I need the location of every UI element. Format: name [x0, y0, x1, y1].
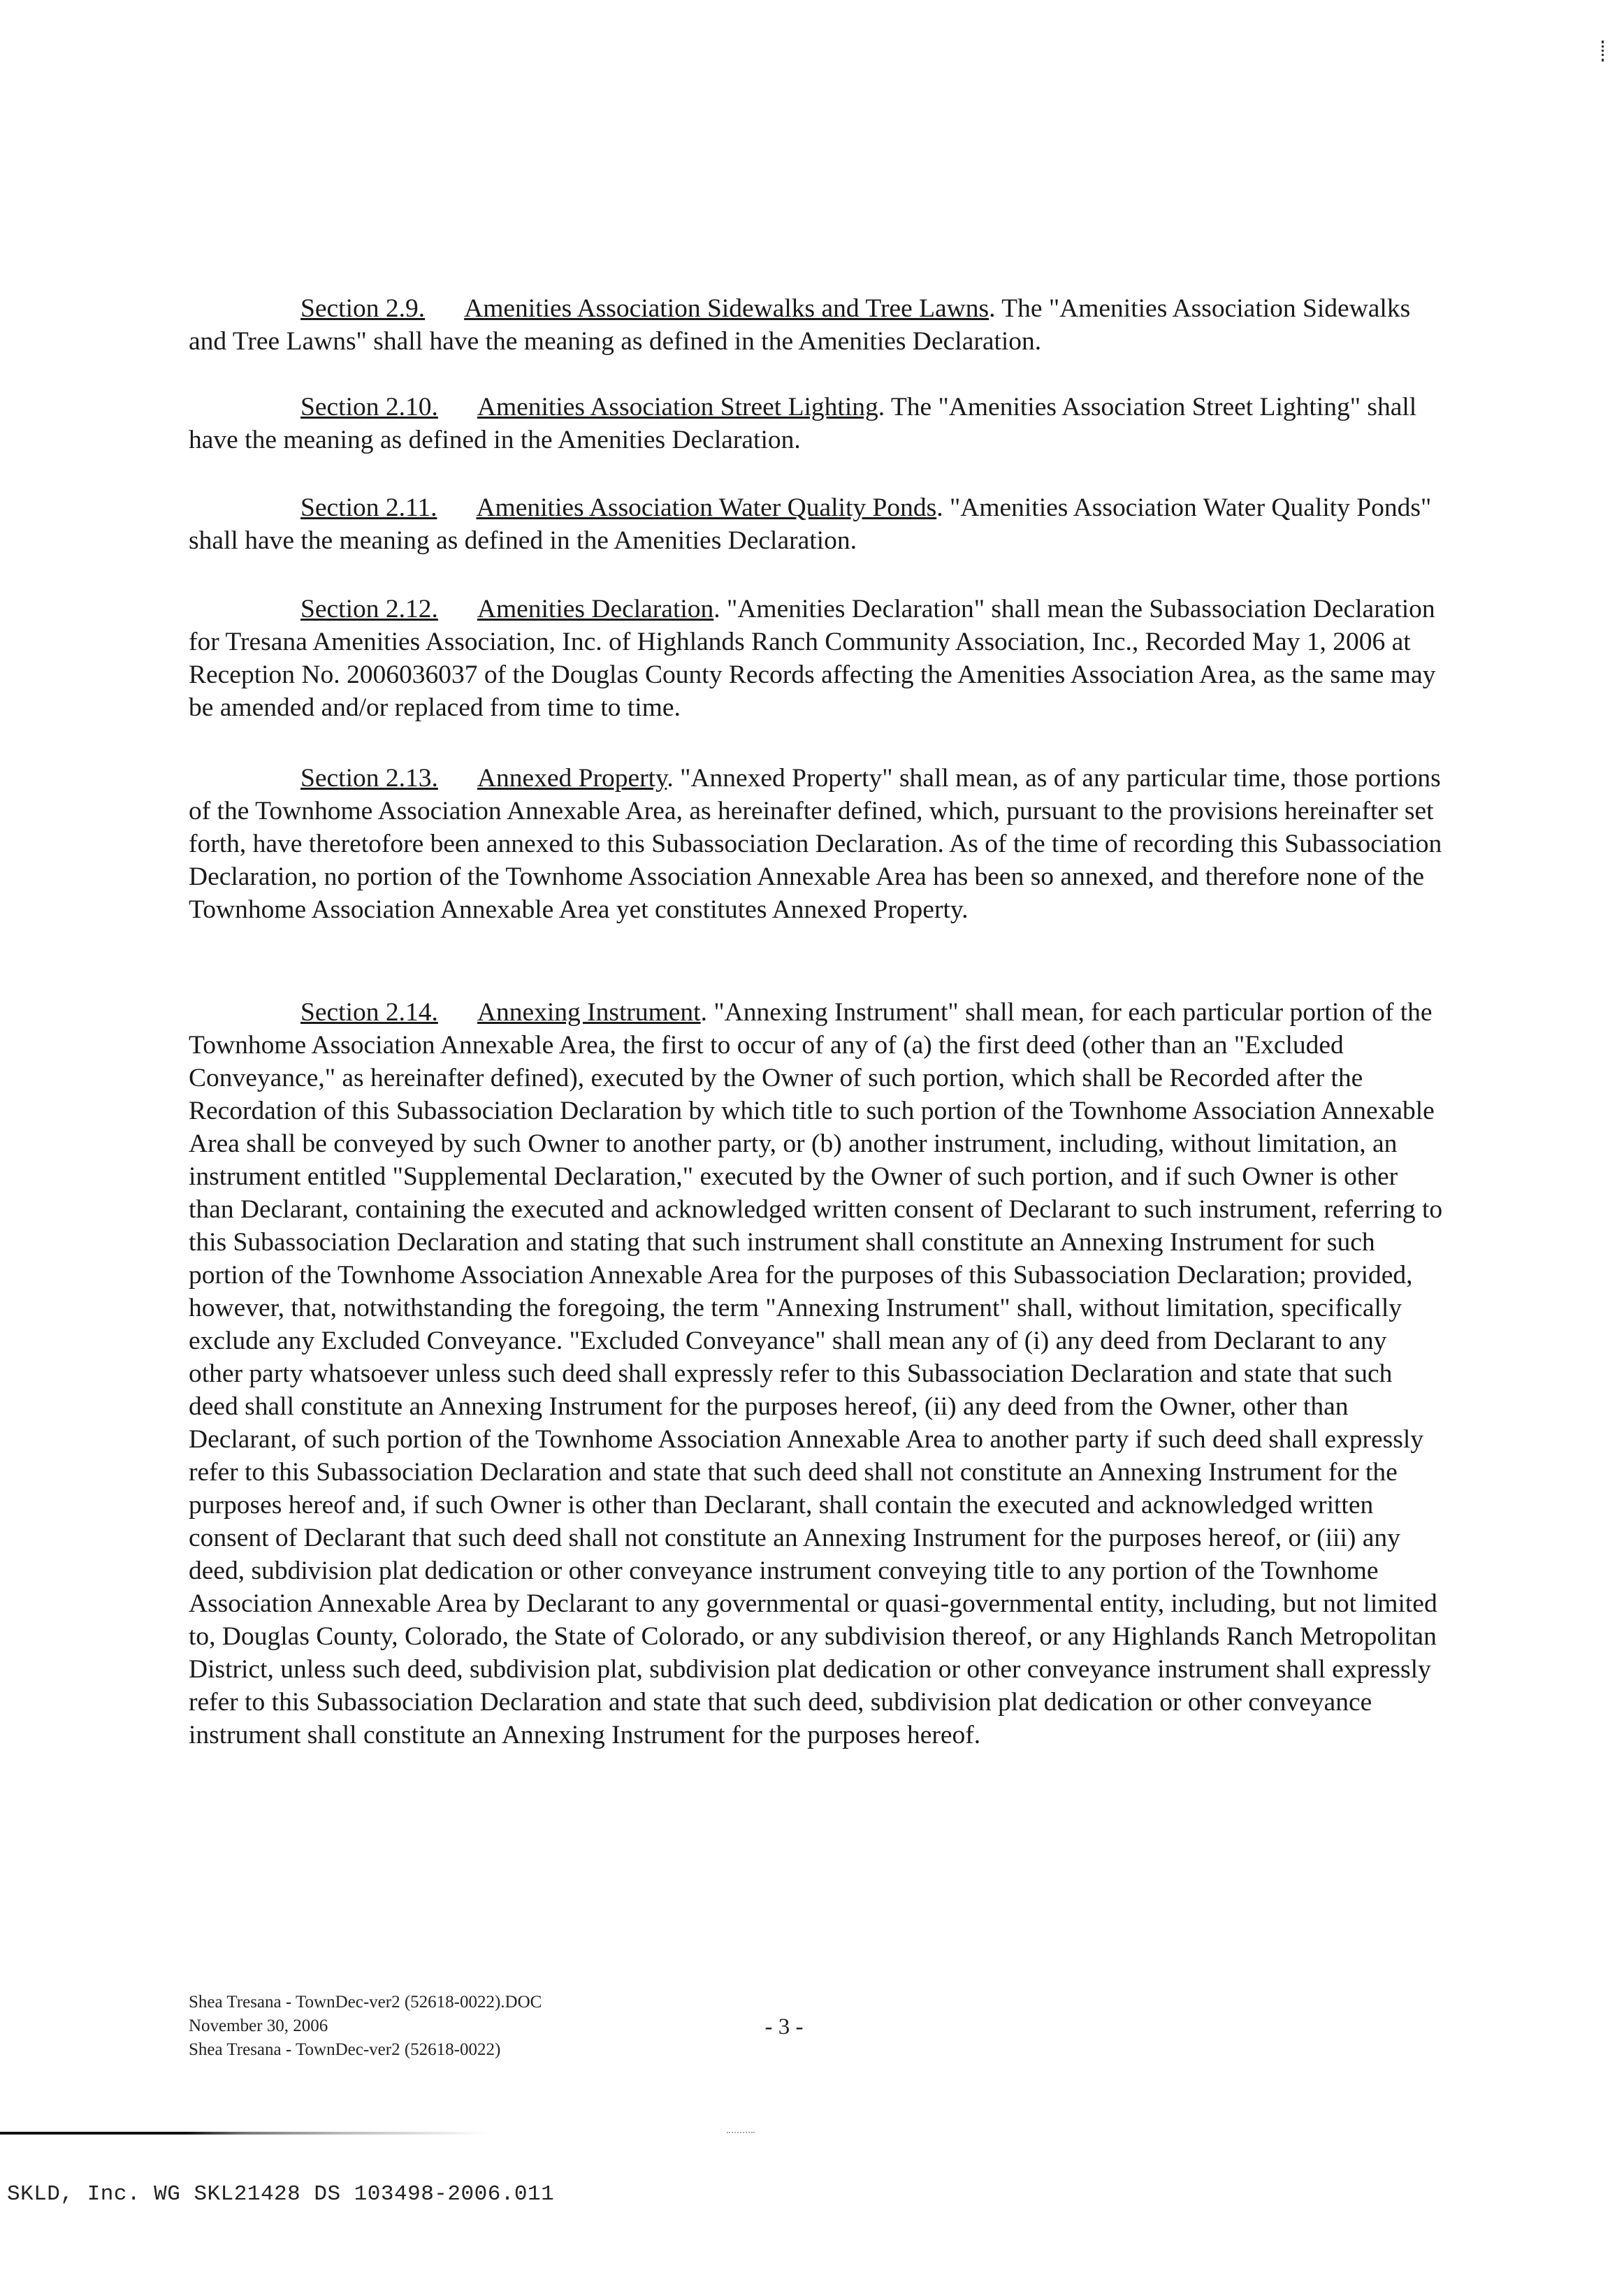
section-body: . "Amenities Association Water Quality Ponds" shall have the meaning as defined in the Amenities Declaration. — [189, 493, 1432, 555]
section-2-9 — [189, 292, 1447, 358]
footer-filename: Shea Tresana - TownDec-ver2 (52618-0022).DOC — [189, 1993, 542, 2012]
section-number: Section 2.10. — [300, 393, 438, 421]
section-body: . The "Amenities Association Street Lighting" shall have the meaning as defined in the Amenities Declaration. — [189, 393, 1417, 454]
section-2-14 — [189, 996, 1447, 1752]
section-2-11 — [189, 491, 1447, 557]
footer-filename-2: Shea Tresana - TownDec-ver2 (52618-0022) — [189, 2040, 501, 2059]
footer-file-info — [189, 1991, 542, 2062]
section-number: Section 2.9. — [300, 294, 426, 323]
scan-mark — [1602, 41, 1607, 62]
scan-divider — [0, 2132, 489, 2135]
section-2-12 — [189, 593, 1447, 724]
section-number: Section 2.14. — [300, 998, 438, 1027]
section-2-13 — [189, 762, 1447, 926]
section-2-10 — [189, 391, 1447, 456]
section-title: Amenities Association Sidewalks and Tree Lawns — [464, 294, 989, 323]
section-number: Section 2.11. — [300, 493, 437, 522]
section-title: Annexed Property — [477, 764, 667, 793]
section-number: Section 2.13. — [300, 764, 438, 793]
section-body: . "Annexed Property" shall mean, as of any particular time, those portions of the Townhome Association Annexable Area, as hereinafter defined, which, pursuant to the provisions hereinafter set forth, have theretofore been annexed to this Subassociation Declaration. As of the time of recording this Subassociation Declaration, no portion of the Townhome Association Annexable Area has been so annexed, and therefore none of the Townhome Association Annexable Area yet constitutes Annexed Property. — [189, 764, 1442, 924]
section-number: Section 2.12. — [300, 595, 438, 623]
recording-stamp: SKLD, Inc. WG SKL21428 DS 103498-2006.011 — [7, 2182, 555, 2207]
page-number: - 3 - — [764, 2014, 804, 2039]
section-title: Amenities Declaration — [477, 595, 714, 623]
section-body: . "Amenities Declaration" shall mean the Subassociation Declaration for Tresana Amenities Association, Inc. of Highlands Ranch Community Association, Inc., Recorded May 1, 2006 at Reception No. 2006036037 of the Douglas County Records affecting the Amenities Association Area, as the same may be amended and/or replaced from time to time. — [189, 595, 1436, 722]
section-body: . "Annexing Instrument" shall mean, for each particular portion of the Townhome Association Annexable Area, the first to occur of any of (a) the first deed (other than an "Excluded Conveyance," as hereinafter defined), executed by the Owner of such portion, which shall be Recorded after the Recordation of this Subassociation Declaration by which title to such portion of the Townhome Association Annexable Area shall be conveyed by such Owner to another party, or (b) another instrument, including, without limitation, an instrument entitled "Supplemental Declaration," executed by the Owner of such portion, and if such Owner is other than Declarant, containing the executed and acknowledged written consent of Declarant to such instrument, referring to this Subassociation Declaration and stating that such instrument shall constitute an Annexing Instrument for such portion of the Townhome Association Annexable Area for the purposes of this Subassociation Declaration; provided, however, that, notwithstanding the foregoing, the term "Annexing Instrument" shall, without limitation, specifically exclude any Excluded Conveyance. "Excluded Conveyance" shall mean any of (i) any deed from Declarant to any other party whatsoever unless such deed shall expressly refer to this Subassociation Declaration and state that such deed shall constitute an Annexing Instrument for the purposes hereof, (ii) any deed from the Owner, other than Declarant, of such portion of the Townhome Association Annexable Area to another party if such deed shall expressly refer to this Subassociation Declaration and state that such deed shall not constitute an Annexing Instrument for the purposes hereof and, if such Owner is other than Declarant, shall contain the executed and acknowledged written consent of Declarant that such deed shall not constitute an Annexing Instrument for the purposes hereof, or (iii) any deed, subdivision plat dedication or other conveyance instrument conveying title to any portion of the Townhome Association Annexable Area by Declarant to any governmental or quasi-governmental entity, including, but not limited to, Douglas County, Colorado, the State of Colorado, or any subdivision thereof, or any Highlands Ranch Metropolitan District, unless such deed, subdivision plat, subdivision plat dedication or other conveyance instrument shall expressly refer to this Subassociation Declaration and state that such deed, subdivision plat dedication or other conveyance instrument shall constitute an Annexing Instrument for the purposes hereof. — [189, 998, 1443, 1749]
section-title: Annexing Instrument — [477, 998, 701, 1027]
scan-divider-dots — [727, 2132, 755, 2135]
footer-date: November 30, 2006 — [189, 2016, 328, 2035]
section-title: Amenities Association Street Lighting — [477, 393, 878, 421]
section-title: Amenities Association Water Quality Ponds — [476, 493, 937, 522]
section-body: . The "Amenities Association Sidewalks and Tree Lawns" shall have the meaning as defined in the Amenities Declaration. — [189, 294, 1411, 356]
